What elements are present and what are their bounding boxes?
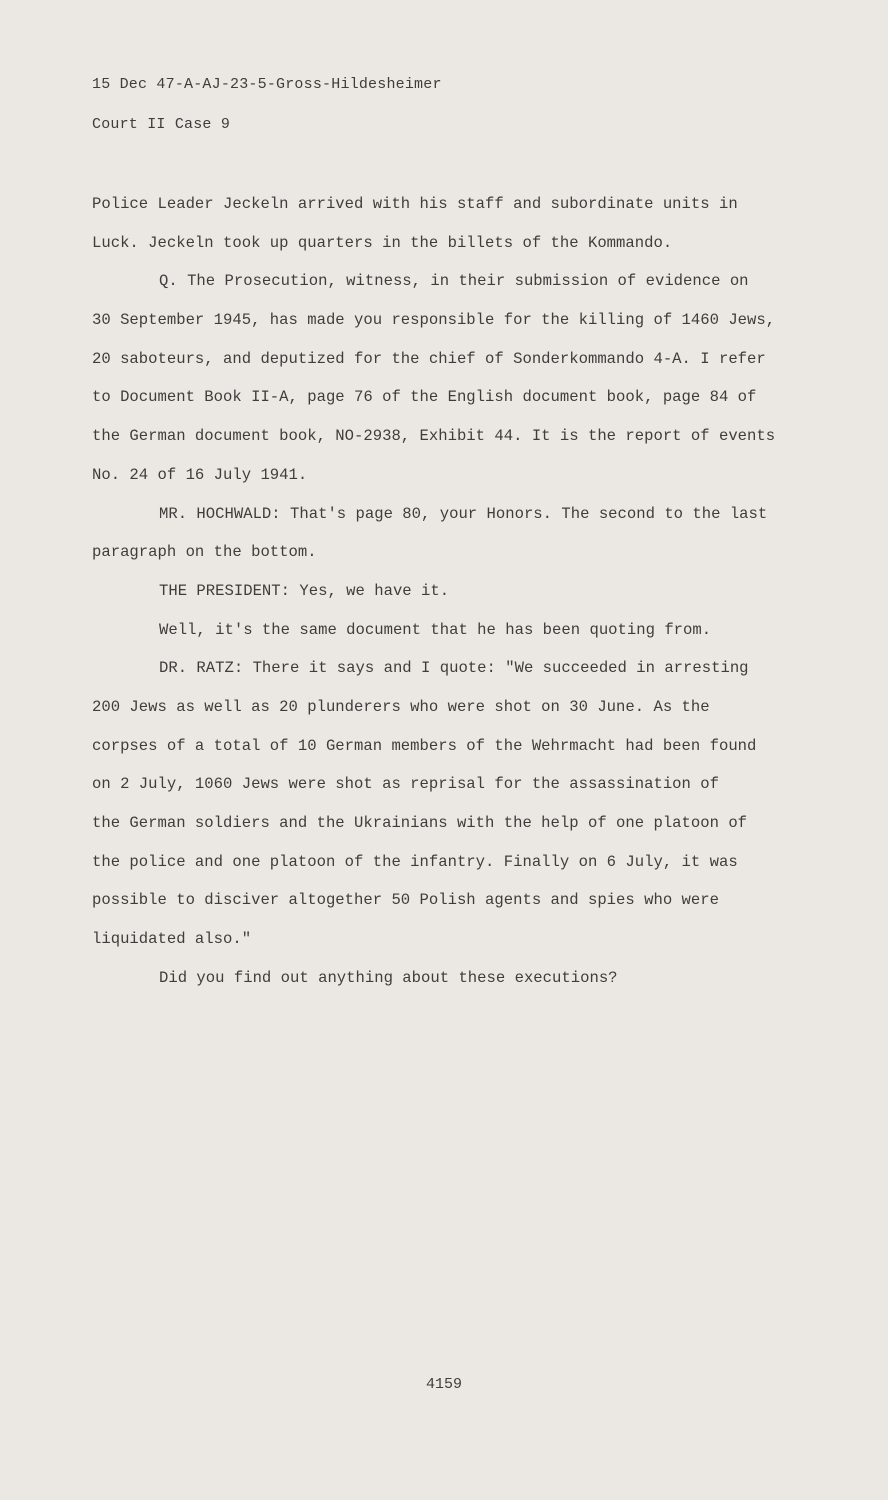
transcript-line: the police and one platoon of the infantry. Finally on 6 July, it was [92, 852, 738, 871]
transcript-line: MR. HOCHWALD: That's page 80, your Honors. The second to the last [159, 504, 768, 523]
transcript-line: Q. The Prosecution, witness, in their submission of evidence on [159, 272, 749, 291]
transcript-line: Did you find out anything about these executions? [159, 968, 618, 987]
transcript-line: paragraph on the bottom. [92, 543, 317, 562]
transcript-line: the German soldiers and the Ukrainians with the help of one platoon of [92, 814, 748, 832]
transcript-line: Well, it's the same document that he has been quoting from. [159, 620, 712, 639]
court-case-label: Court II Case 9 [92, 116, 231, 133]
transcript-line: 20 saboteurs, and deputized for the chief of Sonderkommando 4-A. I refer [92, 349, 766, 368]
transcript-line: DR. RATZ: There it says and I quote: "We succeeded in arresting [159, 659, 749, 678]
transcript-line: THE PRESIDENT: Yes, we have it. [159, 581, 450, 600]
transcript-line: No. 24 of 16 July 1941. [92, 465, 308, 484]
transcript-line: to Document Book II-A, page 76 of the English document book, page 84 of [92, 388, 757, 407]
transcript-line: possible to disciver altogether 50 Polish agents and spies who were [92, 891, 719, 910]
transcript-line: the German document book, NO-2938, Exhibit 44. It is the report of events [92, 427, 776, 446]
document-reference: 15 Dec 47-A-AJ-23-5-Gross-Hildesheimer [92, 76, 442, 93]
page-number: 4159 [425, 1376, 462, 1393]
transcript-line: Police Leader Jeckeln arrived with his staff and subordinate units in [92, 195, 738, 213]
transcript-line: 30 September 1945, has made you responsible for the killing of 1460 Jews, [92, 311, 776, 330]
transcript-line: corpses of a total of 10 German members of the Wehrmacht had been found [92, 736, 757, 755]
transcript-line: on 2 July, 1060 Jews were shot as reprisal for the assassination of [92, 775, 719, 794]
transcript-body [92, 185, 832, 997]
transcript-line: Luck. Jeckeln took up quarters in the billets of the Kommando. [92, 233, 673, 252]
transcript-line: 200 Jews as well as 20 plunderers who were shot on 30 June. As the [92, 697, 710, 716]
transcript-line: liquidated also." [92, 930, 252, 949]
